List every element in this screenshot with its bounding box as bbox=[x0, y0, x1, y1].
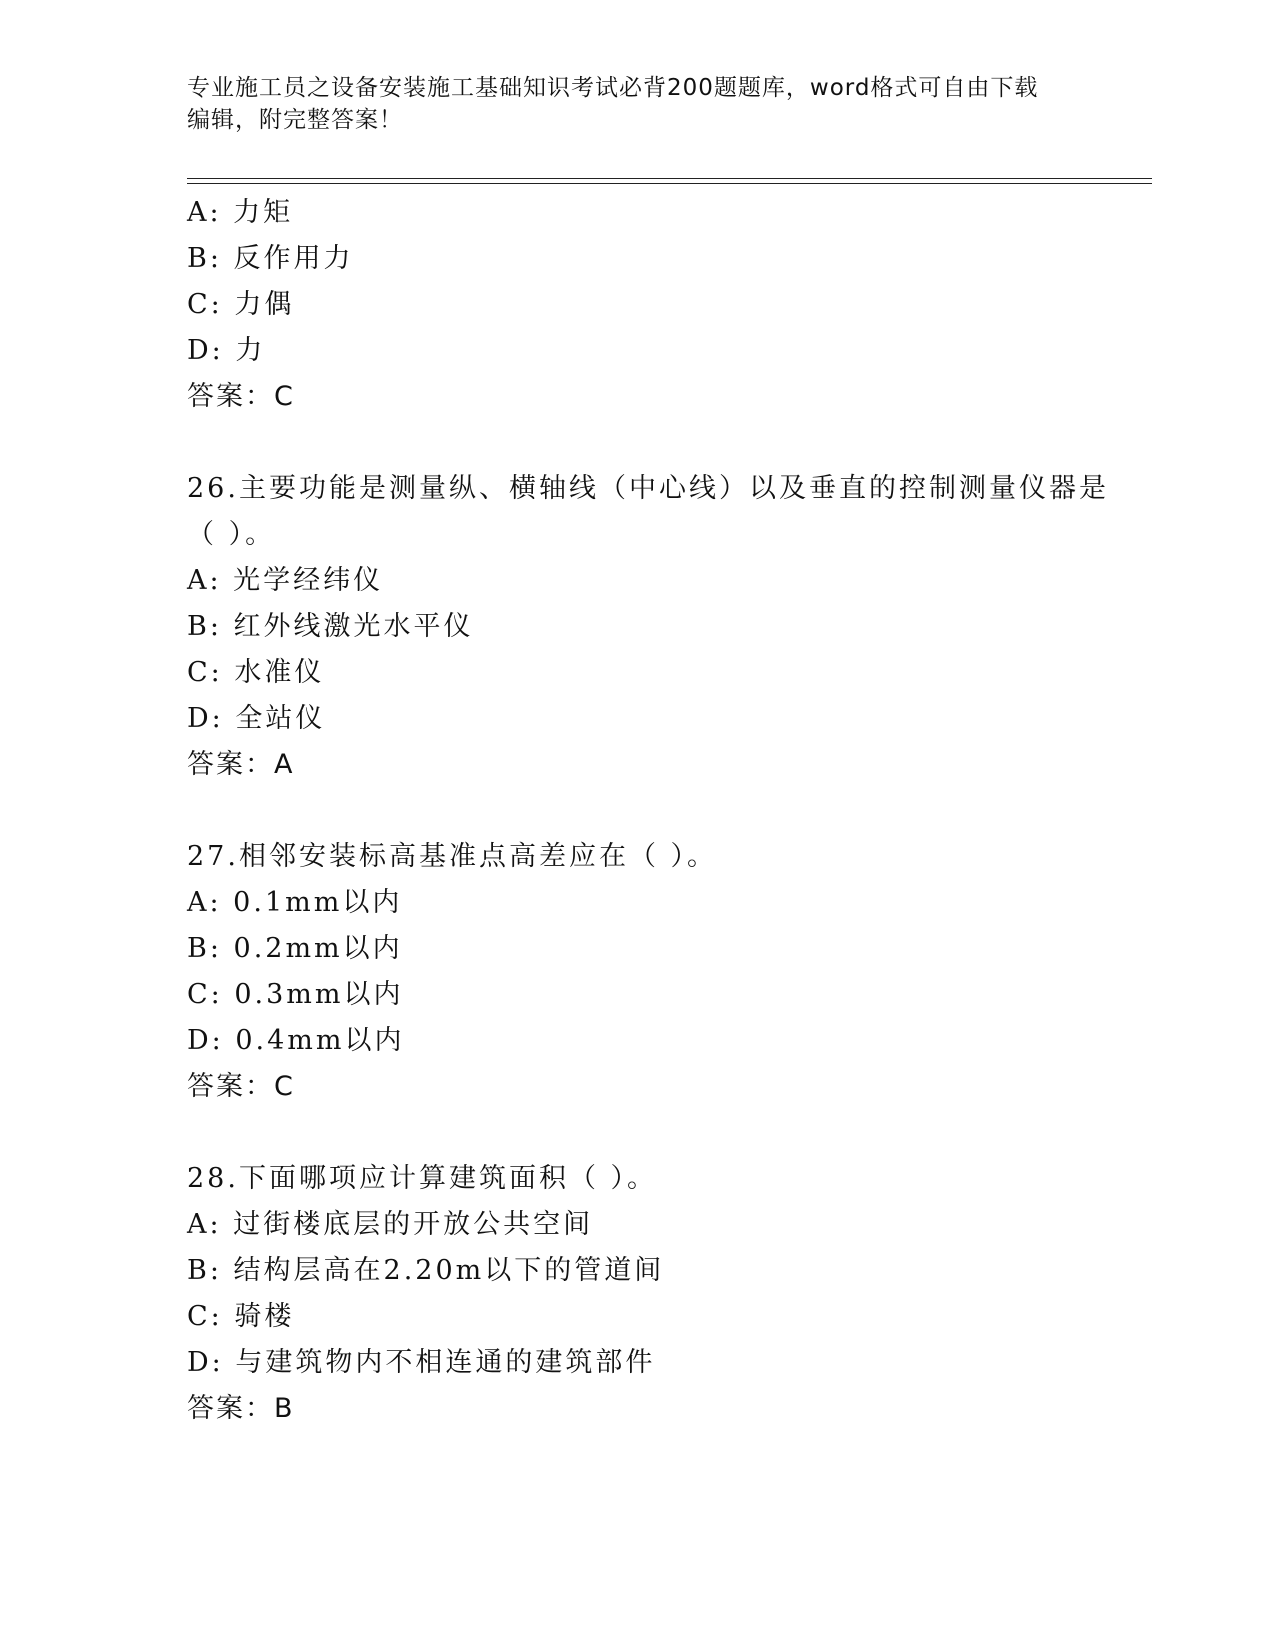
option-a: A: 力矩 bbox=[187, 197, 294, 228]
spacer bbox=[187, 420, 1137, 466]
header-line-2: 编辑，附完整答案！ bbox=[187, 107, 403, 133]
question-text: 27.相邻安装标高基准点高差应在（ ）。 bbox=[187, 841, 718, 872]
answer: 答案：C bbox=[187, 1071, 295, 1102]
option-c: C: 力偶 bbox=[187, 289, 295, 320]
document-header bbox=[187, 72, 1087, 136]
spacer bbox=[187, 788, 1137, 834]
option-d: D: 力 bbox=[187, 335, 266, 366]
answer: 答案：C bbox=[187, 381, 295, 412]
option-c: C: 骑楼 bbox=[187, 1301, 295, 1332]
answer: 答案：A bbox=[187, 749, 295, 780]
option-d: D: 0.4mm以内 bbox=[187, 1025, 405, 1056]
header-divider-bottom bbox=[187, 183, 1152, 184]
option-a: A: 过街楼底层的开放公共空间 bbox=[187, 1209, 594, 1240]
option-b: B: 反作用力 bbox=[187, 243, 354, 274]
option-a: A: 光学经纬仪 bbox=[187, 565, 384, 596]
header-line-1: 专业施工员之设备安装施工基础知识考试必背200题题库，word格式可自由下载 bbox=[187, 75, 1039, 101]
option-b: B: 红外线激光水平仪 bbox=[187, 611, 474, 642]
option-b: B: 0.2mm以内 bbox=[187, 933, 403, 964]
question-25 bbox=[187, 190, 1137, 420]
question-list bbox=[187, 190, 1137, 1432]
option-b: B: 结构层高在2.20m以下的管道间 bbox=[187, 1255, 665, 1286]
option-d: D: 全站仪 bbox=[187, 703, 326, 734]
answer: 答案：B bbox=[187, 1393, 295, 1424]
header-divider-top bbox=[187, 178, 1152, 179]
question-text-continued: （ ）。 bbox=[187, 519, 276, 550]
question-27 bbox=[187, 834, 1137, 1110]
option-c: C: 0.3mm以内 bbox=[187, 979, 404, 1010]
option-c: C: 水准仪 bbox=[187, 657, 325, 688]
question-26 bbox=[187, 466, 1137, 788]
question-text: 26.主要功能是测量纵、横轴线（中心线）以及垂直的控制测量仪器是 bbox=[187, 473, 1109, 504]
spacer bbox=[187, 1110, 1137, 1156]
option-a: A: 0.1mm以内 bbox=[187, 887, 403, 918]
question-28 bbox=[187, 1156, 1137, 1432]
question-text: 28.下面哪项应计算建筑面积（ ）。 bbox=[187, 1163, 658, 1194]
option-d: D: 与建筑物内不相连通的建筑部件 bbox=[187, 1347, 656, 1378]
